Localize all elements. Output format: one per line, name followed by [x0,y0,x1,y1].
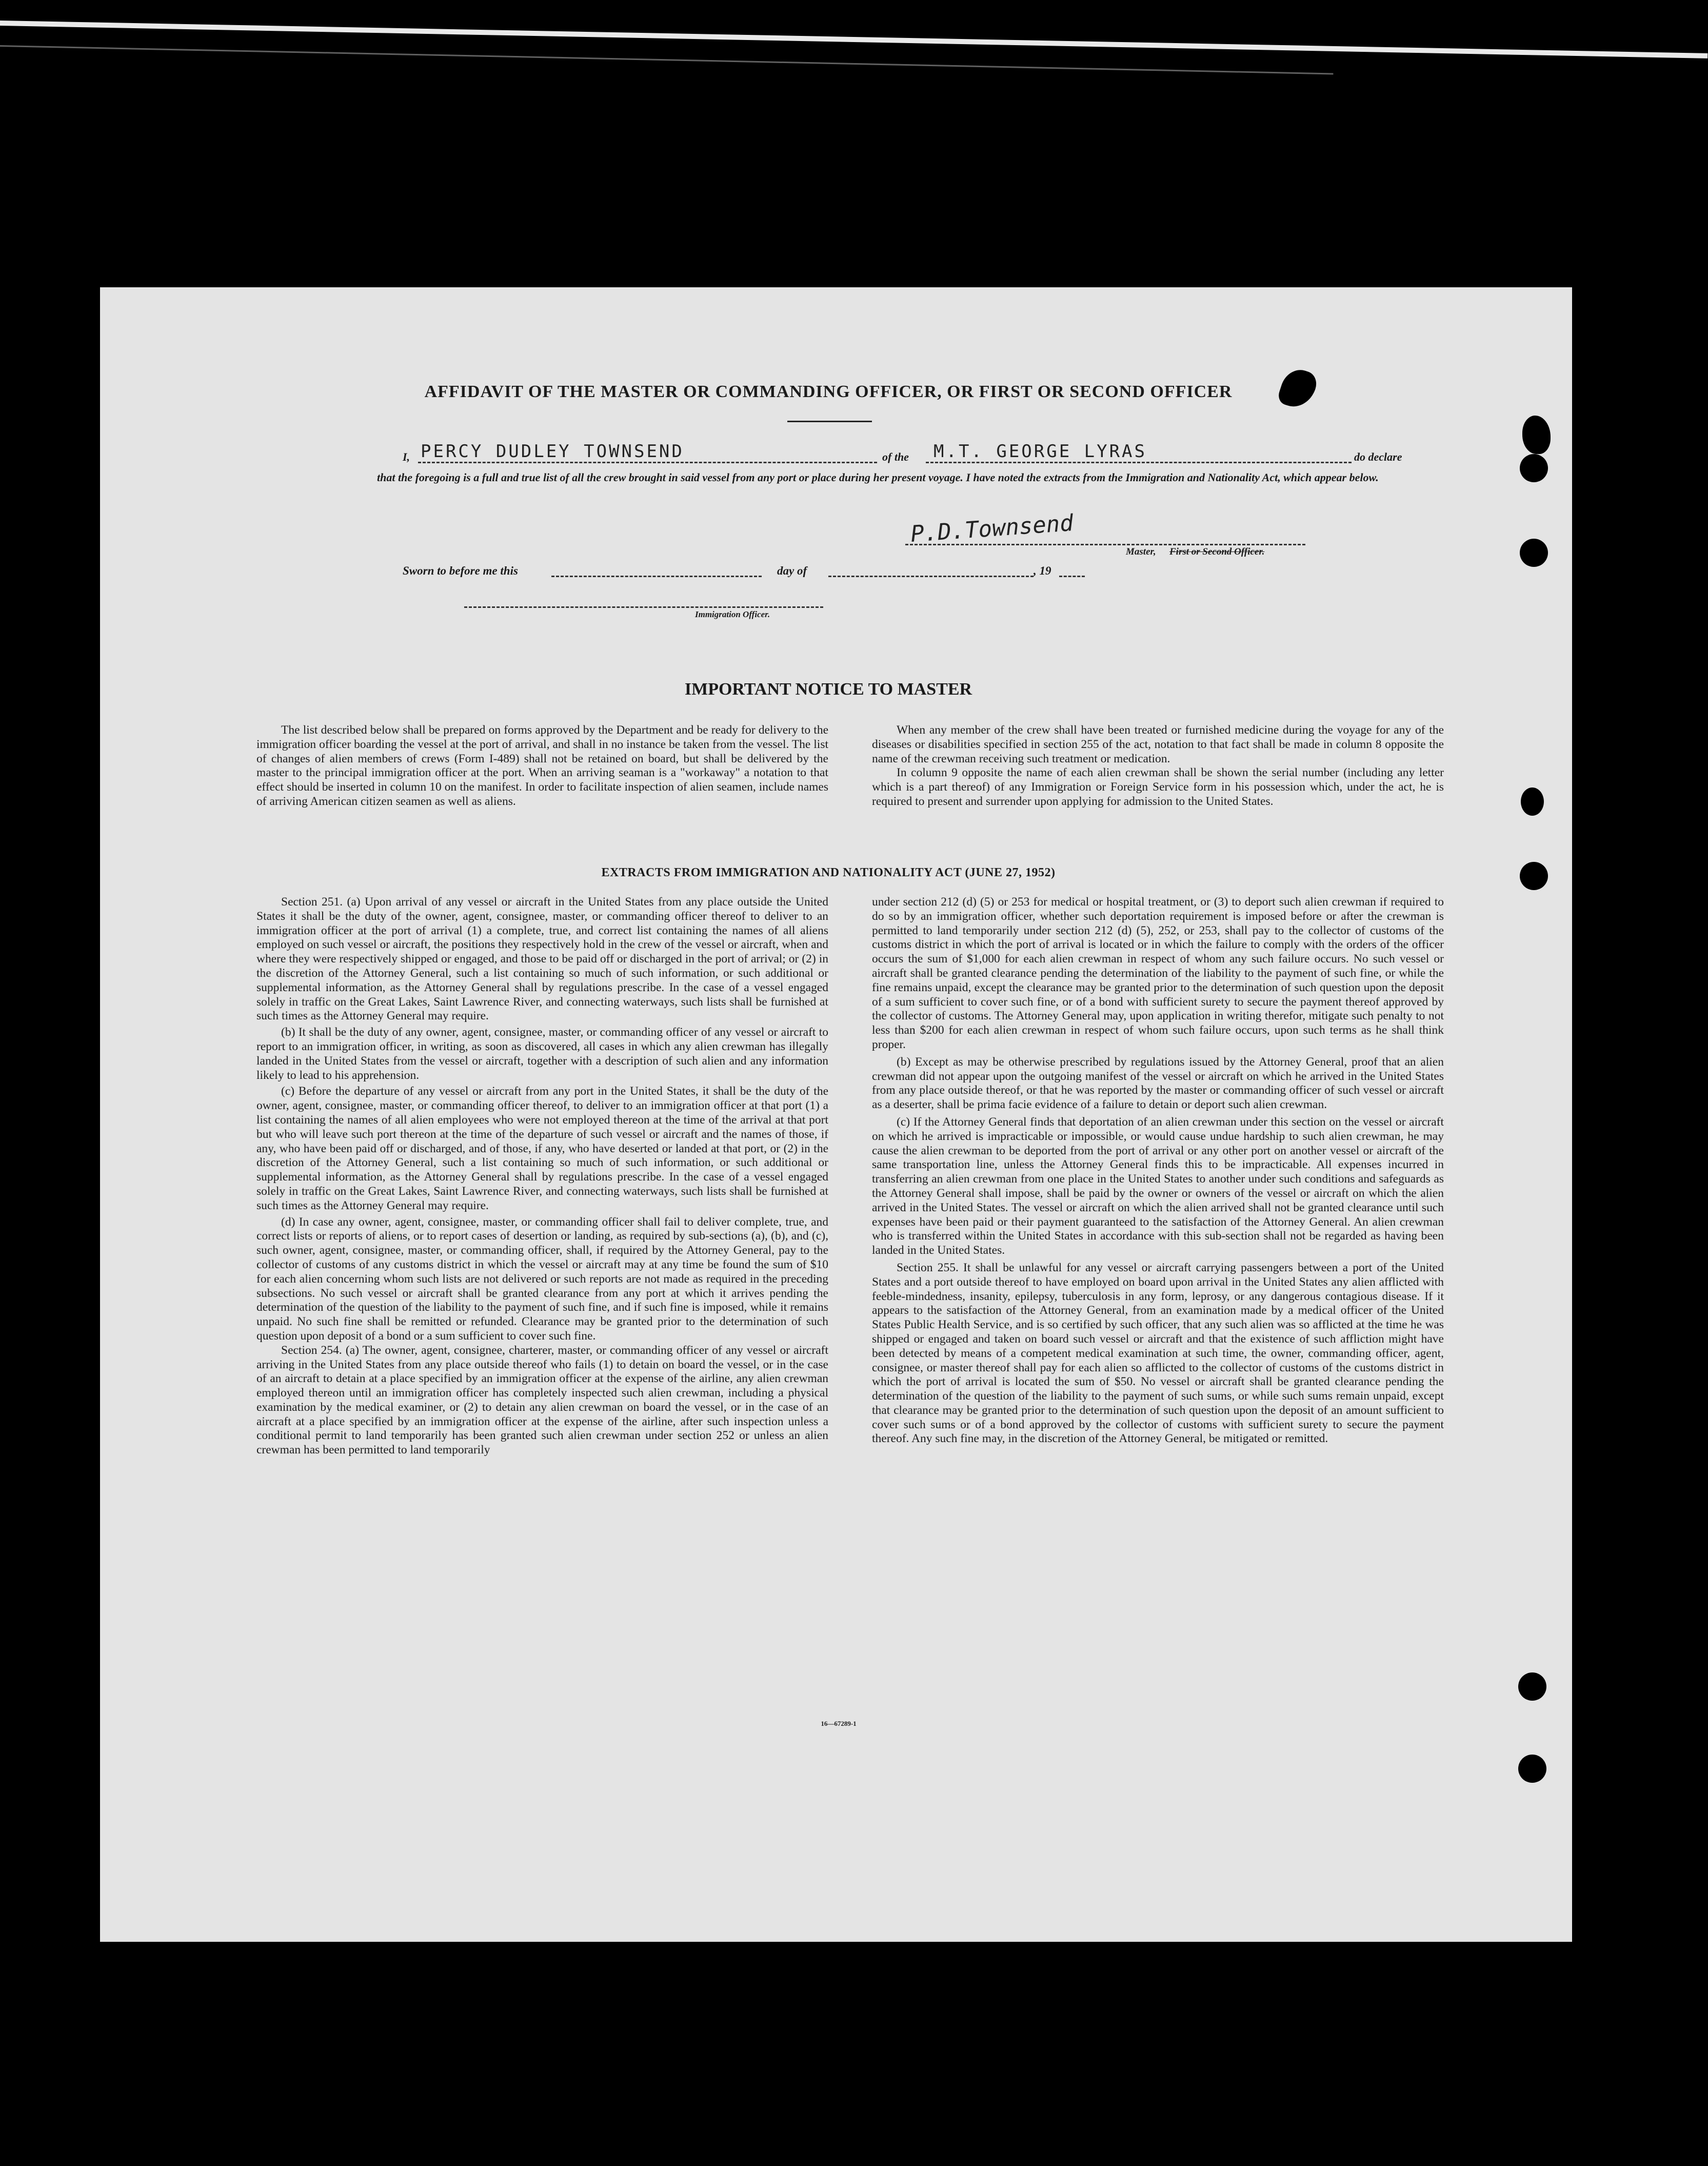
section-paragraph: (b) Except as may be otherwise prescribed by regulations issued by the Attorney General, proof that an alien crewman did not appear upon the outgoing manifest of the vessel or aircraft on which he arrived in the United States from any place outside thereof, or that he was reported by the master or commanding officer of such vessel or aircraft as a deserter, shall be prima facie evidence of a failure to detain or deport such alien crewman. [872,1055,1444,1112]
sworn-label: Sworn to before me this [403,564,518,577]
do-declare-label: do declare [1354,450,1402,463]
punch-hole [1520,539,1548,567]
affidavit-title: AFFIDAVIT OF THE MASTER OR COMMANDING OFFICER, OR FIRST OR SECOND OFFICER [424,382,1233,401]
sworn-year-line [1059,576,1085,577]
scanner-edge-line [0,21,1707,58]
punch-hole [1518,1672,1546,1701]
punch-hole [1520,454,1548,482]
extracts-title: EXTRACTS FROM IMMIGRATION AND NATIONALITY ACT (JUNE 27, 1952) [601,866,1056,879]
immigration-officer-line [464,606,823,608]
section-paragraph: Section 254. (a) The owner, agent, consignee, charterer, master, or commanding officer of any vessel or aircraft arriving in the United States from any place outside thereof who fails (1) to detain on board the vessel, or in the case of an aircraft to detain at a place specified by an immigration officer at the expense of the airline, any alien crewman employed thereon until an immigration officer has completely inspected such alien crewman, including a physical examination by the medical examiner, or (2) to detain any alien crewman on board the vessel, or in the case of an aircraft at a place specified by an immigration officer at the expense of the airline, after such inspection unless a conditional permit to land temporarily has been granted such alien crewman under section 252 or unless an alien crewman has been permitted to land temporarily [256,1343,828,1457]
punch-hole [1521,787,1544,816]
notice-title: IMPORTANT NOTICE TO MASTER [684,680,972,699]
title-underline [787,421,872,422]
immigration-officer-caption: Immigration Officer. [695,609,770,619]
section-paragraph: (c) If the Attorney General finds that deportation of an alien crewman under this section on the vessel or aircraft on which he arrived is impracticable or impossible, or would cause undue hardship to such alien crewman, he may cause the alien crewman to be deported from the port of arrival or any other port on another vessel or aircraft of the same transportation line, unless the Attorney General finds this to be impracticable. All expenses incurred in transferring an alien crewman from one place in the United States to another under such conditions and safeguards as the Attorney General shall impose, shall be paid by the owner or owners of the vessel or aircraft on which the alien arrived in the United States. The vessel or aircraft on which the alien arrived shall not be granted clearance until such expenses have been paid or their payment guaranteed to the satisfaction of the Attorney General. An alien crewman who is transferred within the United States in accordance with this sub-section shall not be regarded as having been landed in the United States. [872,1115,1444,1257]
notice-paragraph: The list described below shall be prepared on forms approved by the Department and be ready for delivery to the immigration officer boarding the vessel at the port of arrival, and shall in no instance be taken from the vessel. The list of changes of alien members of crews (Form I-489) shall not be retained on board, but shall be delivered by the master to the principal immigration officer at the port. When an arriving seaman is a "workaway" a notation to that effect should be inserted in column 10 on the manifest. In order to facilitate inspection of alien seamen, include names of arriving American citizen seamen as well as aliens. [256,723,828,808]
signature-handwritten: P.D.Townsend [909,509,1075,548]
section-paragraph: Section 255. It shall be unlawful for any vessel or aircraft carrying passengers between a port of the United States and a port outside thereof to have employed on board upon arrival in the United States any alien afflicted with feeble-mindedness, insanity, epilepsy, tuberculosis in any form, leprosy, or any dangerous contagious disease. If it appears to the satisfaction of the Attorney General, from an examination made by a medical officer of the United States Public Health Service, and is so certified by such officer, that any such alien was so afflicted at the time he was shipped or engaged and taken on board such vessel or aircraft and that the existence of such affliction might have been detected by means of a competent medical examination at such time, the owner, commanding officer, agent, consignee, or master thereof shall pay for each alien so afflicted to the collector of customs of the customs district in which the port of arrival is located the sum of $50. No vessel or aircraft shall be granted clearance pending the determination of the question of the liability to the payment of such sums, or while such sums remain unpaid, except that clearance may be granted prior to the determination of such question upon the deposit of an amount sufficient to cover such sums or of a bond approved by the collector of customs with sufficient surety to secure the payment thereof. Any such fine may, in the discretion of the Attorney General, be mitigated or remitted. [872,1261,1444,1446]
year-label: , 19 [1034,564,1051,577]
scanner-edge-line-thin [0,45,1333,74]
section-paragraph: (d) In case any owner, agent, consignee, master, or commanding officer shall fail to deliver complete, true, and correct lists or reports of aliens, or to report cases of desertion or landing, as required by sub-sections (a), (b), and (c), such owner, agent, consignee, master, or commanding officer, shall, if required by the Attorney General, pay to the collector of customs of any customs district in which the vessel or aircraft may at any time be found the sum of $10 for each alien concerning whom such lists are not delivered or such reports are not made as required in the preceding subsections. No such vessel or aircraft shall be granted clearance from any port at which it arrives pending the determination of the question of the liability to the payment of such fine, and if such fine is imposed, while it remains unpaid. No such fine shall be remitted or refunded. Clearance may be granted prior to the determination of such question upon deposit of a bond or a sum sufficient to cover such fine. [256,1215,828,1343]
form-code: 16—67289-1 [821,1720,857,1727]
name-blank-line [418,462,877,463]
section-paragraph: (c) Before the departure of any vessel or aircraft from any port in the United States, it shall be the duty of the owner, agent, consignee, master, or commanding officer thereof, to deliver to an immigration officer at that port (1) a list containing the names of all alien employees who were not employed thereon at the time of the arrival at that port but who will leave such port thereon at the time of the departure of such vessel or aircraft and the names of those, if any, who have been paid off or discharged, and of those, if any, who have deserted or landed at that port, or (2) in the discretion of the Attorney General, such a list containing so much of such information, or such additional or supplemental information, as the Attorney General shall by regulations prescribe. In the case of a vessel engaged solely in traffic on the Great Lakes, Saint Lawrence River, and connecting waterways, such lists shall be furnished at such times as the Attorney General may require. [256,1085,828,1212]
punch-hole [1522,416,1551,454]
extracts-right-column [872,895,1444,1446]
notice-paragraph: When any member of the crew shall have been treated or furnished medicine during the voyage for any of the diseases or disabilities specified in section 255 of the act, notation to that fact shall be made in column 8 opposite the name of the crewman receiving such treatment or medication. [872,723,1444,765]
section-paragraph: (b) It shall be the duty of any owner, agent, consignee, master, or commanding officer of any vessel or aircraft to report to an immigration officer, in writing, as soon as discovered, all cases in which any alien crewman has illegally landed in the United States from the vessel or aircraft, together with a description of such alien and any information likely to lead to his apprehension. [256,1026,828,1082]
notice-right-column [872,723,1444,809]
extracts-left-column [256,895,828,1458]
signature-caption-struck: First or Second Officer. [1169,546,1265,557]
of-the-label: of the [882,450,909,463]
document-page [100,287,1572,1942]
punch-hole [1518,1755,1546,1783]
vessel-name-handwritten: M.T. GEORGE LYRAS [934,441,1147,462]
day-of-label: day of [777,564,807,577]
master-name-handwritten: PERCY DUDLEY TOWNSEND [421,441,684,462]
notice-paragraph: In column 9 opposite the name of each alien crewman shall be shown the serial number (including any letter which is a part thereof) of any Immigration or Foreign Service form in his possession which, under the act, he is required to present and surrender upon applying for admission to the United States. [872,766,1444,808]
notice-left-column [256,723,828,809]
affidavit-line-prefix: I, [403,450,410,463]
sworn-month-line [828,576,1034,577]
tear-mark [1276,365,1320,412]
punch-hole [1520,862,1548,890]
declaration-text: that the foregoing is a full and true list of all the crew brought in said vessel from any port or place during her present voyage. I have noted the extracts from the Immigration and Nationality Act, which appear below. [377,471,1379,484]
signature-line [905,544,1305,545]
signature-caption-master: Master, [1126,546,1156,557]
section-paragraph: under section 212 (d) (5) or 253 for medical or hospital treatment, or (3) to deport such alien crewman if required to do so by an immigration officer, whether such deportation requirement is imposed before or after the crewman is permitted to land temporarily under section 212 (d) (5), 252, or 253, shall pay to the collector of customs of the customs district in which the port of arrival is located or in which the failure to comply with the orders of the officer occurs the sum of $1,000 for each alien crewman in respect of whom any such failure occurs. No such vessel or aircraft shall be granted clearance pending the determination of the liability to the payment of such fine, or while the fine remains unpaid, except the clearance may be granted prior to the determination of such question upon the deposit of a sum sufficient to cover such fine, or of a bond with sufficient surety to secure the payment thereof approved by the collector of customs. The Attorney General may, upon application in writing therefor, mitigate such penalty to not less than $200 for each alien crewman in respect of whom such failure occurs, upon such terms as he shall think proper. [872,895,1444,1051]
section-paragraph: Section 251. (a) Upon arrival of any vessel or aircraft in the United States from any place outside the United States it shall be the duty of the owner, agent, consignee, master, or commanding officer thereof to deliver to an immigration officer at the port of arrival (1) a complete, true, and correct list containing the names of all aliens employed on such vessel or aircraft, the positions they respectively hold in the crew of the vessel or aircraft, when and where they were respectively shipped or engaged, and those to be paid off or discharged in the port of arrival; or (2) in the discretion of the Attorney General, such a list containing so much of such information, or such additional or supplemental information, as the Attorney General shall by regulations prescribe. In the case of a vessel engaged solely in traffic on the Great Lakes, Saint Lawrence River, and connecting waterways, such lists shall be furnished at such times as the Attorney General may require. [256,895,828,1023]
vessel-blank-line [926,462,1352,463]
sworn-day-line [551,576,762,577]
